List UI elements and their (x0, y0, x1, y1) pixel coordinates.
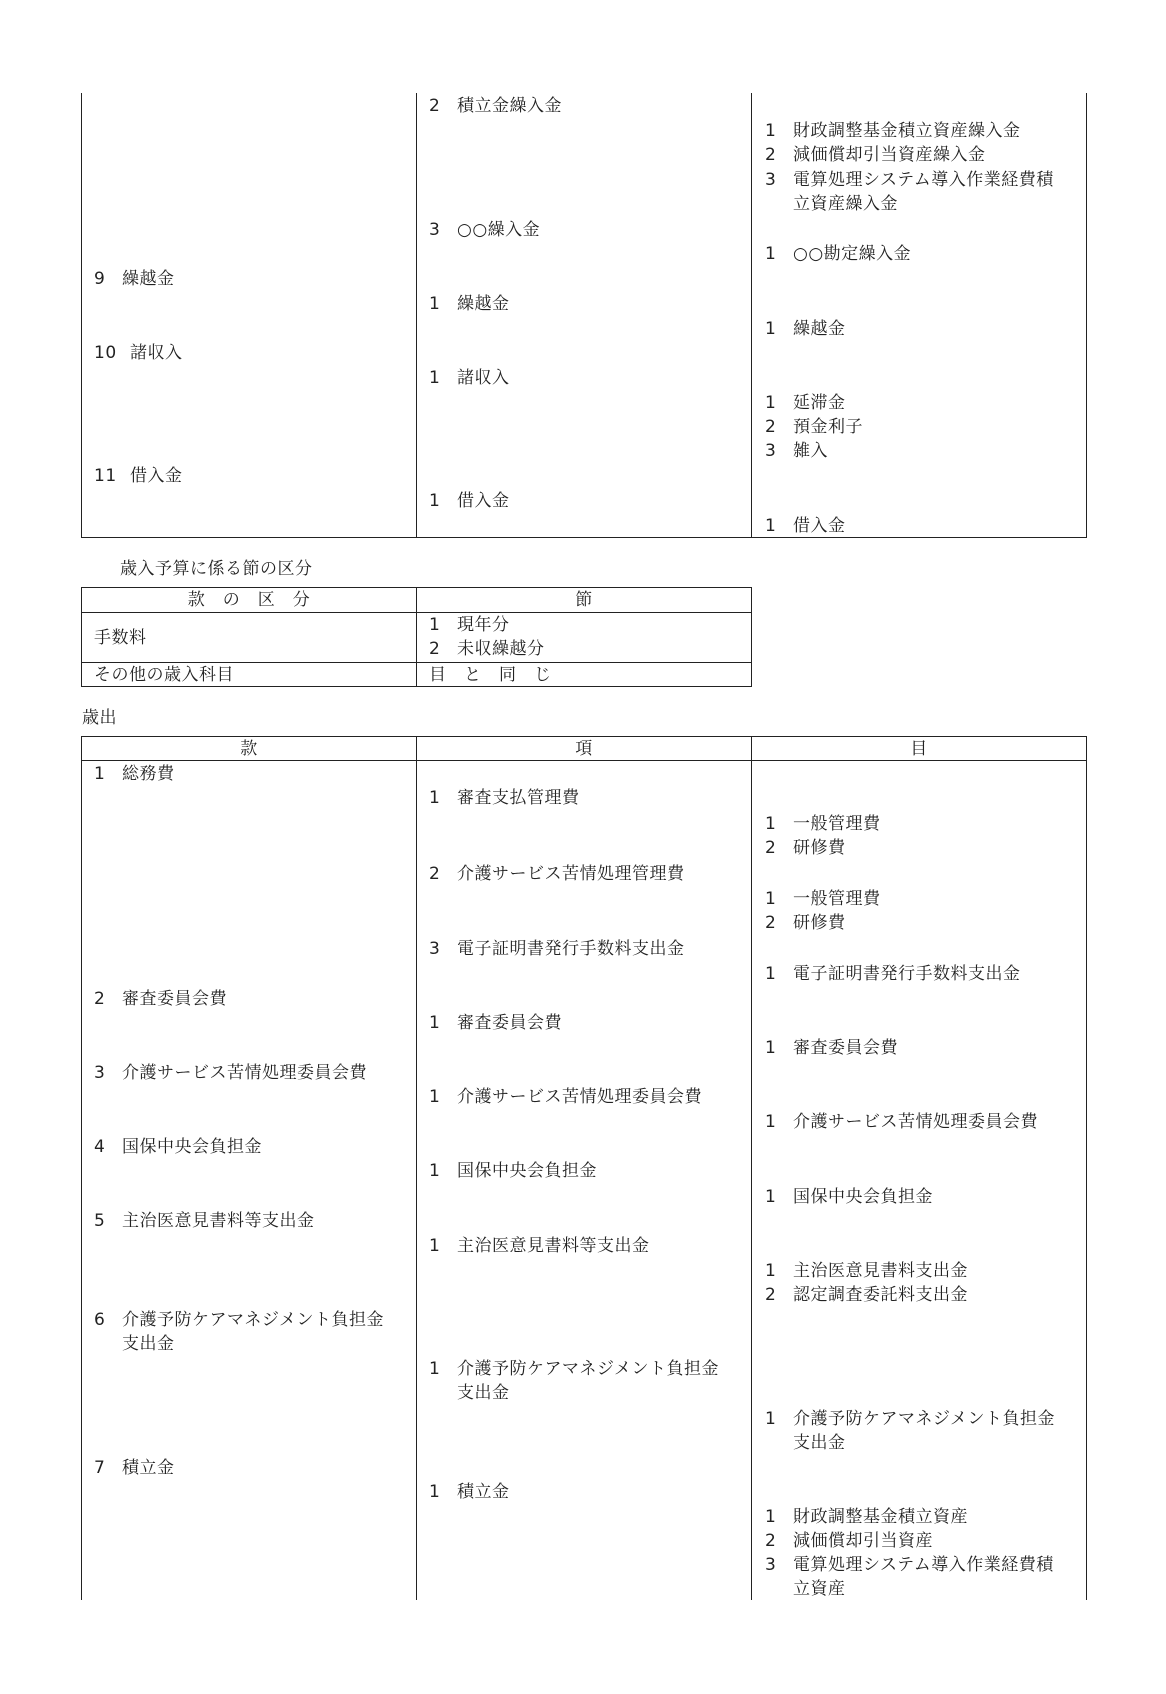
table-border (751, 736, 752, 1600)
moku-entry: 1 借入金 (765, 516, 846, 536)
header-kan: 款 (240, 739, 258, 759)
kou-entry: 1 積立金 (429, 1482, 510, 1502)
kou-entry: 2 積立金繰入金 (429, 96, 562, 116)
moku-entry: 2 預金利子 (765, 417, 863, 437)
table-border (751, 587, 752, 687)
setsu-header-kan: 款 の 区 分 (187, 590, 311, 610)
kou-entry: 1 繰越金 (429, 294, 510, 314)
moku-entry: 3 電算処理システム導入作業経費積 (765, 170, 1054, 190)
kan-entry: 9 繰越金 (94, 269, 175, 289)
table-border (751, 93, 752, 538)
moku-entry: 1 ○○勘定繰入金 (765, 244, 912, 264)
kan-entry: 10 諸収入 (94, 343, 183, 363)
moku-entry: 立資産 (793, 1579, 846, 1599)
moku-entry: 3 雑入 (765, 441, 828, 461)
table-border (416, 93, 417, 538)
moku-entry: 1 主治医意見書料支出金 (765, 1261, 968, 1281)
kan-entry: 7 積立金 (94, 1458, 175, 1478)
setsu-row-text: 目 と 同 じ (429, 665, 552, 685)
table-border (1086, 736, 1087, 1600)
moku-entry: 2 研修費 (765, 838, 846, 858)
kou-entry: 1 介護予防ケアマネジメント負担金 (429, 1359, 719, 1379)
table-border (81, 537, 1087, 538)
moku-entry: 1 審査委員会費 (765, 1038, 898, 1058)
kou-entry: 3 ○○繰入金 (429, 220, 541, 240)
moku-entry: 1 電子証明書発行手数料支出金 (765, 964, 1021, 984)
moku-entry: 支出金 (793, 1433, 846, 1453)
setsu-entry: 2 未収繰越分 (429, 639, 545, 659)
moku-entry: 2 減価償却引当資産 (765, 1531, 933, 1551)
kan-entry: 支出金 (122, 1334, 175, 1354)
kan-entry: 6 介護予防ケアマネジメント負担金 (94, 1310, 384, 1330)
setsu-row-kan: その他の歳入科目 (94, 665, 234, 685)
kou-entry: 1 国保中央会負担金 (429, 1161, 597, 1181)
kou-entry: 1 介護サービス苦情処理委員会費 (429, 1087, 702, 1107)
kan-entry: 5 主治医意見書料等支出金 (94, 1211, 315, 1231)
moku-entry: 1 国保中央会負担金 (765, 1187, 933, 1207)
kou-entry: 1 借入金 (429, 491, 510, 511)
setsu-header-setsu: 節 (575, 590, 593, 610)
kou-entry: 1 審査委員会費 (429, 1013, 562, 1033)
kou-entry: 支出金 (457, 1383, 510, 1403)
kan-entry: 4 国保中央会負担金 (94, 1137, 262, 1157)
moku-entry: 1 財政調整基金積立資産 (765, 1507, 968, 1527)
moku-entry: 1 繰越金 (765, 319, 846, 339)
moku-entry: 2 研修費 (765, 913, 846, 933)
moku-entry: 1 財政調整基金積立資産繰入金 (765, 121, 1021, 141)
kou-entry: 1 主治医意見書料等支出金 (429, 1236, 650, 1256)
kou-entry: 1 審査支払管理費 (429, 788, 580, 808)
header-kou: 項 (575, 739, 593, 759)
moku-entry: 1 一般管理費 (765, 814, 881, 834)
table-border (81, 93, 82, 538)
table-border (81, 736, 82, 1600)
kou-entry: 2 介護サービス苦情処理管理費 (429, 864, 685, 884)
table-border (416, 736, 417, 1600)
moku-entry: 2 減価償却引当資産繰入金 (765, 145, 986, 165)
moku-entry: 1 介護予防ケアマネジメント負担金 (765, 1409, 1055, 1429)
moku-entry: 3 電算処理システム導入作業経費積 (765, 1555, 1054, 1575)
moku-entry: 1 介護サービス苦情処理委員会費 (765, 1112, 1038, 1132)
kou-entry: 3 電子証明書発行手数料支出金 (429, 939, 685, 959)
header-moku: 目 (910, 739, 928, 759)
table-border (81, 760, 1087, 761)
kan-entry: 11 借入金 (94, 466, 183, 486)
table-border (1086, 93, 1087, 538)
moku-entry: 2 認定調査委託料支出金 (765, 1285, 968, 1305)
setsu-entry: 1 現年分 (429, 615, 510, 635)
kan-entry: 3 介護サービス苦情処理委員会費 (94, 1063, 367, 1083)
moku-entry: 立資産繰入金 (793, 194, 898, 214)
table-border (81, 736, 1087, 737)
setsu-section-title: 歳入予算に係る節の区分 (120, 559, 313, 579)
setsu-row-kan: 手数料 (94, 628, 147, 648)
expenditure-title: 歳出 (82, 708, 117, 728)
kan-entry: 2 審査委員会費 (94, 989, 227, 1009)
moku-entry: 1 一般管理費 (765, 889, 881, 909)
kou-entry: 1 諸収入 (429, 368, 510, 388)
kan-entry: 1 総務費 (94, 764, 175, 784)
moku-entry: 1 延滞金 (765, 393, 846, 413)
